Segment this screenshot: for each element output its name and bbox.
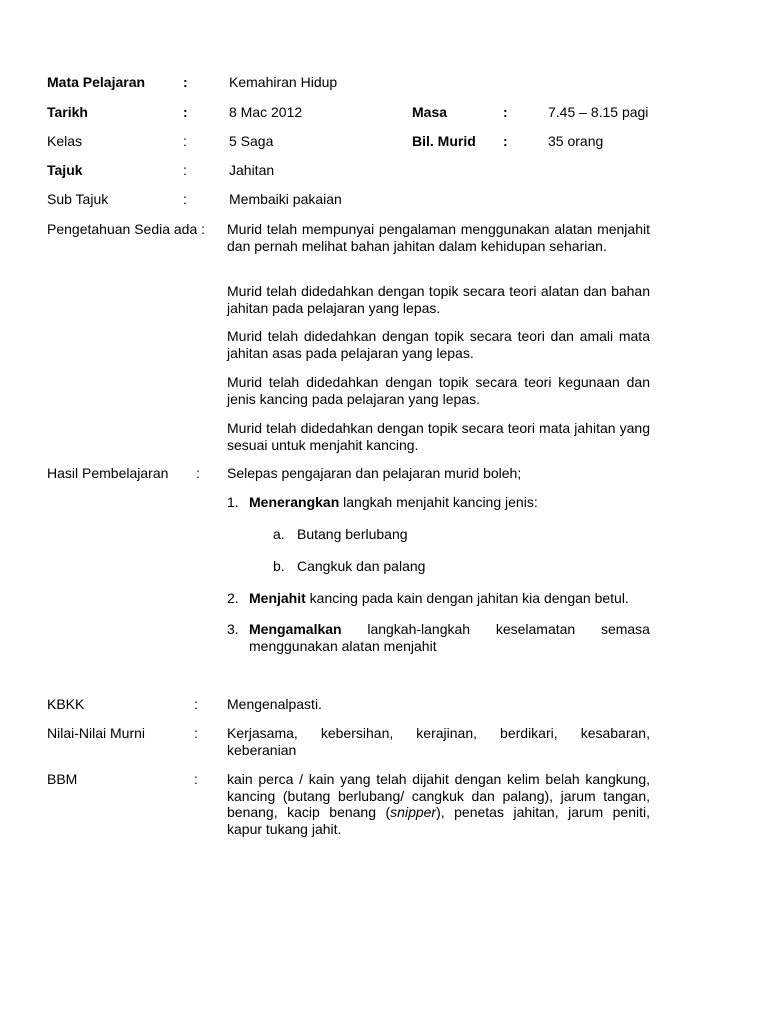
students-colon: : xyxy=(503,133,508,149)
bbm-line: kapur tukang jahit. xyxy=(227,820,342,837)
date-label: Tarikh xyxy=(47,104,88,120)
bbm-text: benang, kacip benang ( xyxy=(227,804,391,820)
class-label: Kelas xyxy=(47,133,83,149)
prior-knowledge-paragraph: Murid telah didedahkan dengan topik secara teori kegunaan dan jenis kancing pada pelajaran yang lepas. xyxy=(227,374,650,407)
subitem-text: Cangkuk dan palang xyxy=(297,558,426,574)
outcome-number: 2. xyxy=(227,590,239,606)
outcome-text: langkah menjahit kancing jenis: xyxy=(339,494,538,510)
outcome-subitem-a xyxy=(273,526,408,543)
bbm-text: ), penetas jahitan, jarum peniti, xyxy=(436,804,650,820)
outcomes-intro: Selepas pengajaran dan pelajaran murid boleh; xyxy=(227,465,522,481)
prior-knowledge-paragraph: Murid telah mempunyai pengalaman menggunakan alatan menjahit dan pernah melihat bahan jahitan dalam kehidupan seharian. xyxy=(227,221,650,254)
topic-value: Jahitan xyxy=(229,162,275,178)
subitem-text: Butang berlubang xyxy=(297,526,408,542)
outcomes-colon: : xyxy=(196,465,200,481)
subject-colon: : xyxy=(183,74,188,90)
value-word: berdikari, xyxy=(500,725,558,741)
outcome-item-3 xyxy=(249,621,650,655)
prior-knowledge-paragraph: Murid telah didedahkan dengan topik secara teori mata jahitan yang sesuai untuk menjahit kancing. xyxy=(227,420,650,453)
subtopic-label: Sub Tajuk xyxy=(47,191,109,207)
bbm-materials xyxy=(227,771,650,837)
topic-label: Tajuk xyxy=(47,162,83,178)
subitem-letter: b. xyxy=(273,558,285,574)
class-value: 5 Saga xyxy=(229,133,274,149)
subtopic-value: Membaiki pakaian xyxy=(229,191,342,207)
subtopic-colon: : xyxy=(183,191,187,207)
outcome-number: 1. xyxy=(227,494,239,510)
kbkk-value: Mengenalpasti. xyxy=(227,696,322,712)
outcome-subitem-b xyxy=(273,558,426,575)
subject-value: Kemahiran Hidup xyxy=(229,74,338,90)
outcome-verb: Menjahit xyxy=(249,590,306,606)
prior-knowledge-paragraph: Murid telah didedahkan dengan topik secara teori dan amali mata jahitan asas pada pelajaran yang lepas. xyxy=(227,328,650,361)
kbkk-label: KBKK xyxy=(47,696,85,712)
prior-knowledge-paragraph: Murid telah didedahkan dengan topik secara teori alatan dan bahan jahitan pada pelajaran yang lepas. xyxy=(227,283,650,316)
bbm-line xyxy=(227,804,650,821)
subitem-letter: a. xyxy=(273,526,285,542)
subject-label: Mata Pelajaran xyxy=(47,74,146,90)
values-label: Nilai-Nilai Murni xyxy=(47,725,146,741)
bbm-line: kancing (butang berlubang/ cangkuk dan palang), jarum tangan, xyxy=(227,787,650,804)
bbm-label: BBM xyxy=(47,771,78,787)
time-colon: : xyxy=(503,104,508,120)
bbm-line: kain perca / kain yang telah dijahit dengan kelim belah kangkung, xyxy=(227,771,650,787)
bbm-italic-term: snipper xyxy=(390,804,437,820)
value-word: kebersihan, xyxy=(320,725,394,741)
value-word: Kerjasama, xyxy=(227,725,298,741)
outcome-item-1 xyxy=(227,494,538,511)
outcomes-label: Hasil Pembelajaran xyxy=(47,465,169,481)
values-list xyxy=(227,725,650,759)
bbm-colon: : xyxy=(194,771,198,787)
outcome-word: langkah-langkah xyxy=(367,621,471,637)
students-label: Bil. Murid xyxy=(412,133,476,149)
outcome-item-2 xyxy=(227,590,629,607)
prior-knowledge-label: Pengetahuan Sedia ada : xyxy=(47,221,206,237)
time-label: Masa xyxy=(412,104,448,120)
outcome-word: semasa xyxy=(600,621,650,637)
date-value: 8 Mac 2012 xyxy=(229,104,303,120)
value-word: kerajinan, xyxy=(416,725,477,741)
date-colon: : xyxy=(183,104,188,120)
kbkk-colon: : xyxy=(194,696,198,712)
outcome-word: keselamatan xyxy=(495,621,576,637)
outcome-text: kancing pada kain dengan jahitan kia dengan betul. xyxy=(305,590,629,606)
values-colon: : xyxy=(194,725,198,741)
outcome-item-3-number: 3. xyxy=(227,621,239,637)
students-value: 35 orang xyxy=(548,133,604,149)
class-colon: : xyxy=(183,133,187,149)
outcome-verb: Mengamalkan xyxy=(249,621,342,637)
topic-colon: : xyxy=(183,162,187,178)
time-value: 7.45 – 8.15 pagi xyxy=(548,104,649,120)
value-word: keberanian xyxy=(227,742,297,758)
outcome-verb: Menerangkan xyxy=(249,494,340,510)
value-word: kesabaran, xyxy=(580,725,650,741)
outcome-text: menggunakan alatan menjahit xyxy=(249,638,437,654)
